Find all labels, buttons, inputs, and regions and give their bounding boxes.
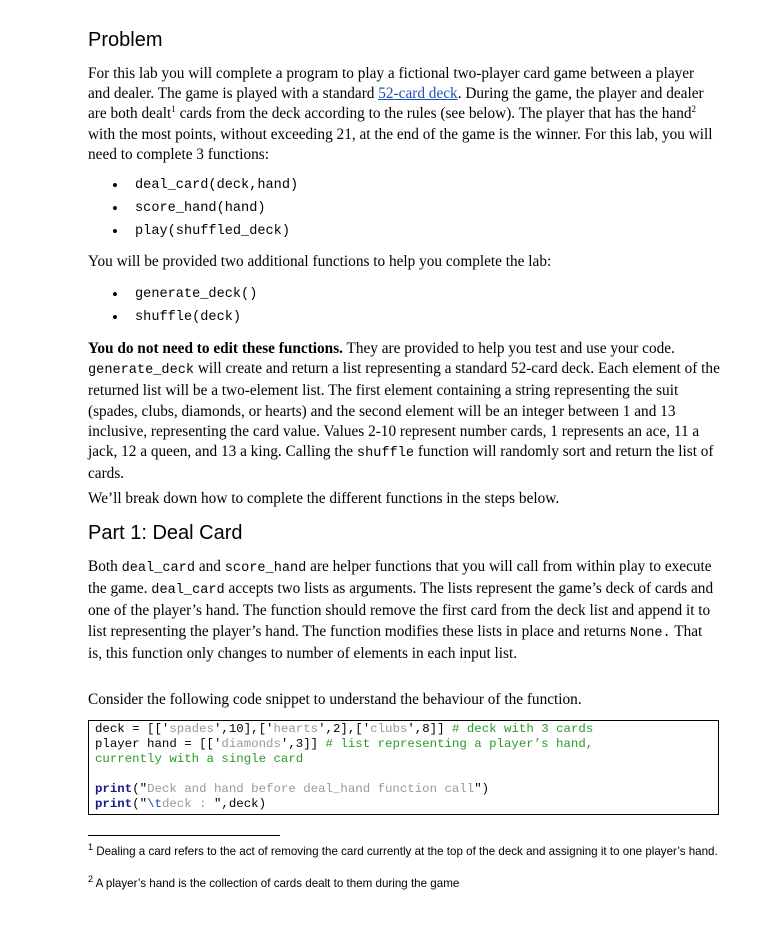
part1-heading: Part 1: Deal Card <box>88 522 243 544</box>
steps-paragraph: We’ll break down how to complete the different functions in the steps below. <box>88 490 560 507</box>
provided-explanation: You do not need to edit these functions. They are provided to help you test and use your code. generate_deck will create and return a list representing a standard 52-card deck. Each element of the returned list will be a two-element list. The first element containing a string representing the suit (spades, clubs, diamonds, or hearts) and the second element will be an integer between 1 and 13 inclusive, representing the card value. Values 2-10 represent number cards, 1 represents an ace, 11 a jack, 12 a queen, and 13 a king. Calling the shuffle function will randomly sort and return the list of cards. <box>88 340 720 483</box>
intro-paragraph: For this lab you will complete a program to play a fictional two-player card game between a player and dealer. The game is played with a standard 52-card deck. During the game, the player and dealer are both dealt$^1$ cards from the deck according to the rules (see below). The player that has the hand$^2$ with the most points, without exceeding 21, at the end of the game is the winner. For this lab, you will need to complete 3 functions: <box>88 65 713 163</box>
snippet-intro: Consider the following code snippet to understand the behaviour of the function. <box>88 691 582 708</box>
list-item: • deal_card(deck,hand) <box>88 174 298 197</box>
provided-list <box>88 283 257 329</box>
part1-paragraph: Both deal_card and score_hand are helper functions that you will call from within play to execute the game. deal_card accepts two lists as arguments. The lists represent the game’s deck of cards and one of the player’s hand. The function should remove the first card from the deck list and append it to list representing the player’s hand. The function modifies these lists in place and returns None. That is, this function only changes to number of elements in each input list. <box>88 558 714 662</box>
list-item: • shuffle(deck) <box>88 306 257 329</box>
footnote-separator <box>88 835 280 836</box>
code-snippet: deck = [['spades',10],['hearts',2],['clubs',8]] # deck with 3 cards player hand = [['diamonds',3]] # list representing a player’s hand, currently with a single card print("Deck and hand before deal_hand function call") print("\tdeck : ",deck) <box>88 720 719 815</box>
list-item: • generate_deck() <box>88 283 257 306</box>
provided-intro: You will be provided two additional functions to help you complete the lab: <box>88 253 552 270</box>
list-item: • play(shuffled_deck) <box>88 220 298 243</box>
deck-link[interactable]: 52-card deck <box>378 85 458 103</box>
footnote-2: $^2$ A player’s hand is the collection of cards dealt to them during the game <box>88 874 460 890</box>
problem-heading: Problem <box>88 29 163 51</box>
list-item: • score_hand(hand) <box>88 197 298 220</box>
functions-list <box>88 174 298 243</box>
footnote-1: $^1$ Dealing a card refers to the act of removing the card currently at the top of the deck and assigning it to one player’s hand. <box>88 842 718 858</box>
